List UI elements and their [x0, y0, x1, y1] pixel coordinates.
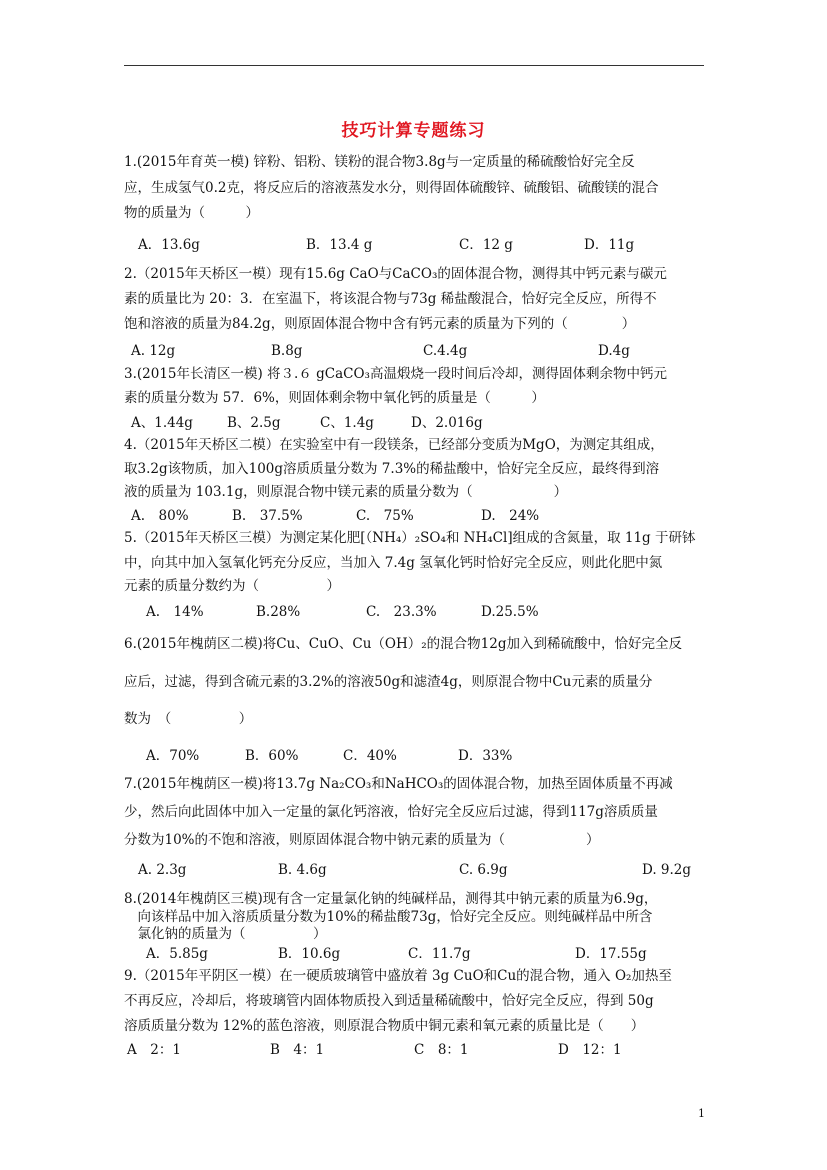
- q2-line-3: 饱和溶液的质量为84.2g，则原固体混合物中含有钙元素的质量为下列的（ ）: [124, 316, 636, 332]
- q6-line-3: 数为 （ ）: [124, 711, 253, 727]
- q5-option-d: D.25.5%: [481, 604, 539, 620]
- q5-option-b: B.28%: [256, 604, 301, 620]
- q3-option-a: A、1.44g: [131, 415, 193, 431]
- q9-option-a: A 2：1: [127, 1042, 181, 1058]
- q2-option-a: A. 12g: [131, 343, 176, 359]
- q9-option-d: D 12：1: [558, 1042, 622, 1058]
- q8-option-c: C．11.7g: [408, 946, 471, 962]
- q4-line-1: 4.（2015年天桥区二模）在实验室中有一段镁条，已经部分变质为MgO，为测定其组成，: [124, 437, 664, 453]
- q4-line-2: 取3.2g该物质，加入100g溶质质量分数为 7.3%的稀盐酸中，恰好完全反应，最终得到溶: [124, 461, 660, 477]
- q6-line-1: 6.(2015年槐荫区二模)将Cu、CuO、Cu（OH）₂的混合物12g加入到稀硫酸中，恰好完全反: [124, 636, 682, 652]
- q8-option-b: B．10.6g: [278, 946, 341, 962]
- q4-line-3: 液的质量为 103.1g，则原混合物中镁元素的质量分数为（ ）: [124, 484, 568, 500]
- q6-option-d: D．33%: [458, 748, 513, 764]
- q1-option-b: B．13.4 g: [306, 237, 373, 253]
- q7-line-2: 少，然后向此固体中加入一定量的氯化钙溶液，恰好完全反应后过滤，得到117g溶质质量: [124, 804, 658, 820]
- q3-option-b: B、2.5g: [227, 415, 281, 431]
- q8-line-2: 向该样品中加入溶质质量分数为10%的稀盐酸73g，恰好完全反应。则纯碱样品中所含: [124, 909, 653, 925]
- header-rule: [124, 65, 704, 66]
- q9-option-c: C 8：1: [414, 1042, 469, 1058]
- q7-line-3: 分数为10%的不饱和溶液，则原固体混合物中钠元素的质量为（ ）: [124, 832, 600, 848]
- q6-option-a: A．70%: [146, 748, 200, 764]
- q9-line-2: 不再反应，冷却后，将玻璃管内固体物质投入到适量稀硫酸中，恰好完全反应，得到 50g: [124, 993, 654, 1009]
- q3-option-c: C、1.4g: [320, 415, 374, 431]
- q7-option-d: D. 9.2g: [642, 862, 692, 878]
- q8-line-3: 氯化钠的质量为（ ）: [124, 926, 327, 942]
- q1-option-c: C．12 g: [459, 237, 513, 253]
- q2-line-2: 素的质量比为 20：3．在室温下，将该混合物与73g 稀盐酸混合，恰好完全反应，所得不: [124, 291, 657, 307]
- q5-line-3: 元素的质量分数约为（ ）: [124, 578, 340, 594]
- q7-line-1: 7.(2015年槐荫区一模)将13.7g Na₂CO₃和NaHCO₃的固体混合物，加热至固体质量不再减: [124, 776, 673, 792]
- q2-option-d: D.4g: [598, 343, 630, 359]
- q1-line-2: 应，生成氢气0.2克，将反应后的溶液蒸发水分，则得固体硫酸锌、硫酸铝、硫酸镁的混合: [124, 180, 659, 196]
- q1-line-1: 1.(2015年育英一模) 锌粉、铝粉、镁粉的混合物3.8g与一定质量的稀硫酸恰好完全反: [124, 154, 635, 170]
- q9-option-b: B 4：1: [270, 1042, 325, 1058]
- q8-option-d: D．17.55g: [575, 946, 647, 962]
- q3-option-d: D、2.016g: [411, 415, 483, 431]
- q5-line-1: 5.（2015年天桥区三模）为测定某化肥[（NH₄）₂SO₄和 NH₄Cl]组成的含氮量，取 11g 于研钵: [124, 530, 696, 546]
- q6-option-c: C．40%: [343, 748, 397, 764]
- q7-option-b: B. 4.6g: [278, 862, 327, 878]
- q8-line-1: 8.(2014年槐荫区三模)现有含一定量氯化钠的纯碱样品，测得其中钠元素的质量为6.9g，: [124, 891, 658, 907]
- q7-option-a: A. 2.3g: [138, 862, 187, 878]
- page-number: 1: [698, 1107, 705, 1120]
- q8-option-a: A．5.85g: [146, 946, 208, 962]
- q4-option-c: C. 75%: [356, 508, 414, 524]
- q9-line-3: 溶质质量分数为 12%的蓝色溶液，则原混合物质中铜元素和氧元素的质量比是（ ）: [124, 1018, 645, 1034]
- q5-line-2: 中，向其中加入氢氧化钙充分反应，当加入 7.4g 氢氧化钙时恰好完全反应，则此化肥中氮: [124, 555, 663, 571]
- page-title: 技巧计算专题练习: [341, 121, 486, 141]
- q5-option-c: C. 23.3%: [366, 604, 437, 620]
- q3-line-1: 3.(2015年长清区一模) 将３.６ gCaCO₃高温煅烧一段时间后冷却，测得固体剩余物中钙元: [124, 366, 667, 382]
- q2-line-1: 2.（2015年天桥区一模）现有15.6g CaO与CaCO₃的固体混合物，测得其中钙元素与碳元: [124, 266, 667, 282]
- q4-option-d: D. 24%: [481, 508, 540, 524]
- q5-option-a: A. 14%: [146, 604, 204, 620]
- q3-line-2: 素的质量分数为 57．6%，则固体剩余物中氧化钙的质量是（ ）: [124, 390, 545, 406]
- q4-option-b: B. 37.5%: [232, 508, 303, 524]
- q6-option-b: B．60%: [245, 748, 299, 764]
- q7-option-c: C. 6.9g: [459, 862, 508, 878]
- q1-line-3: 物的质量为（ ）: [124, 205, 259, 221]
- q4-option-a: A. 80%: [131, 508, 189, 524]
- q2-option-b: B.8g: [271, 343, 303, 359]
- q2-option-c: C.4.4g: [423, 343, 468, 359]
- q6-line-2: 应后，过滤，得到含硫元素的3.2%的溶液50g和滤渣4g，则原混合物中Cu元素的质量分: [124, 674, 653, 690]
- q9-line-1: 9.（2015年平阴区一模）在一硬质玻璃管中盛放着 3g CuO和Cu的混合物，通入 O₂加热至: [124, 968, 672, 984]
- q1-option-d: D．11g: [584, 237, 635, 253]
- q1-option-a: A．13.6g: [138, 237, 200, 253]
